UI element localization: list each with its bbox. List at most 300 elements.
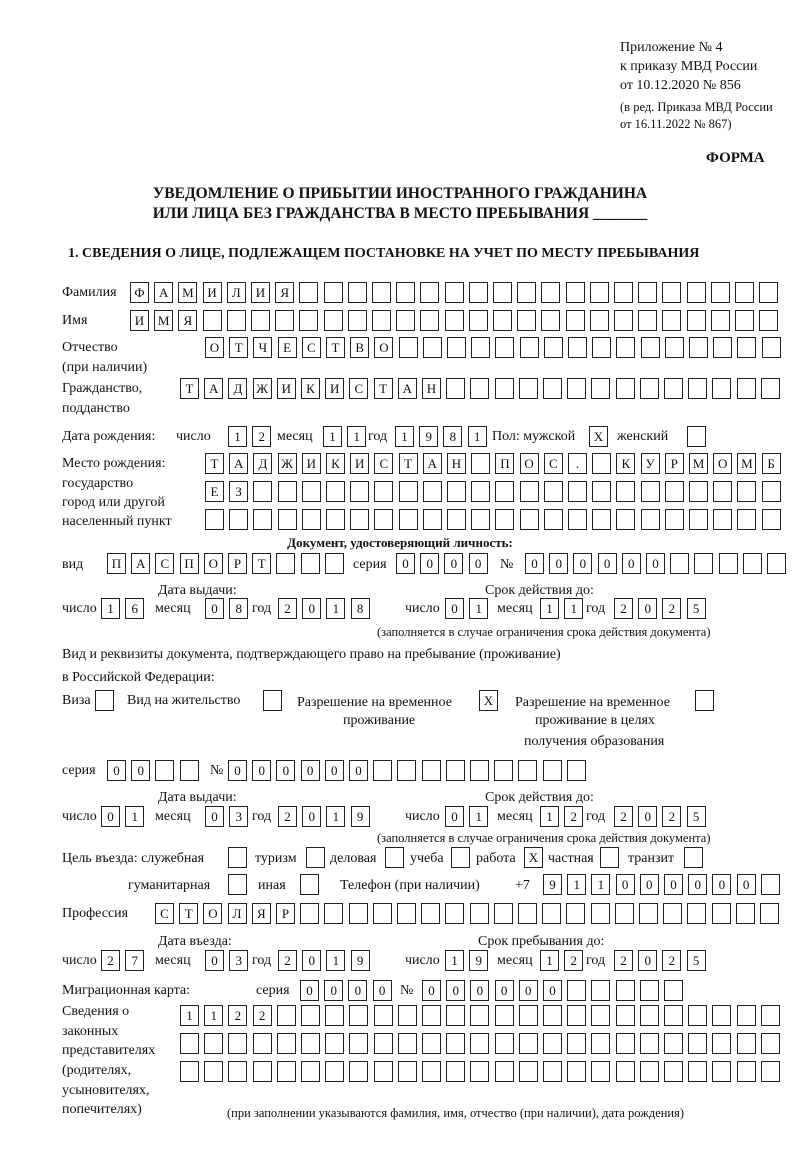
char-cell-mc-number: 0 [470, 980, 489, 1001]
label-entry-date: Дата въезда: [158, 934, 232, 949]
char-cell-name [372, 310, 391, 331]
char-cell-id-kind [325, 553, 344, 574]
label-month: месяц [497, 953, 533, 968]
char-cell-patronymic [471, 337, 490, 358]
char-cell-dob-year: 1 [468, 426, 487, 447]
char-cell-entry-year: 0 [302, 950, 321, 971]
char-cell-reps2 [180, 1033, 199, 1054]
char-cell-reps3 [301, 1061, 320, 1082]
char-cell-id-issue-month: 8 [229, 598, 248, 619]
char-cell-id-number [743, 553, 762, 574]
char-cell-reps2 [688, 1033, 707, 1054]
char-cell-patronymic [665, 337, 684, 358]
char-cell-surname [590, 282, 609, 303]
char-cell-reps3 [761, 1061, 780, 1082]
appendix-line: Приложение № 4 [620, 40, 723, 55]
char-cell-citizenship [519, 378, 538, 399]
char-cell-stay-issue-year: 1 [326, 806, 345, 827]
char-cell-id-kind: А [131, 553, 150, 574]
char-cell-reps3 [277, 1061, 296, 1082]
char-cell-reps3 [180, 1061, 199, 1082]
char-cell-profession [397, 903, 416, 924]
char-cell-citizenship: А [204, 378, 223, 399]
label-day: число [62, 809, 97, 824]
char-cell-entry-month: 3 [229, 950, 248, 971]
char-cell-birthplace3 [495, 509, 514, 530]
char-cell-reps2 [325, 1033, 344, 1054]
label-day: число [62, 601, 97, 616]
char-cell-stay-issue-day: 1 [125, 806, 144, 827]
char-cell-name [227, 310, 246, 331]
char-cell-citizenship: Н [422, 378, 441, 399]
label-legal-reps: представителях [62, 1043, 156, 1058]
char-cell-id-series: 0 [420, 553, 439, 574]
char-cell-patronymic [423, 337, 442, 358]
char-cell-patronymic [641, 337, 660, 358]
char-cell-reps3 [640, 1061, 659, 1082]
label-month: месяц [155, 809, 191, 824]
char-cell-id-valid-day: 0 [445, 598, 464, 619]
char-cell-surname: И [203, 282, 222, 303]
label-temp-res: Разрешение на временное [297, 695, 452, 710]
label-phone: Телефон (при наличии) [340, 878, 480, 893]
char-cell-birthplace3 [520, 509, 539, 530]
char-cell-mc-series: 0 [300, 980, 319, 1001]
char-cell-patronymic [762, 337, 781, 358]
char-cell-patronymic [592, 337, 611, 358]
char-cell-reps3 [688, 1061, 707, 1082]
char-cell-reps2 [567, 1033, 586, 1054]
char-cell-birthplace3 [592, 509, 611, 530]
char-cell-birthplace3 [278, 509, 297, 530]
label-month: месяц [497, 601, 533, 616]
label-tourism: туризм [255, 851, 297, 866]
char-cell-birthplace1: П [495, 453, 514, 474]
char-cell-id-series: 0 [469, 553, 488, 574]
label-birthplace: населенный пункт [62, 514, 172, 529]
char-cell-profession [445, 903, 464, 924]
char-cell-entry-year: 2 [278, 950, 297, 971]
char-cell-id-kind [301, 553, 320, 574]
char-cell-birthplace3 [641, 509, 660, 530]
label-profession: Профессия [62, 906, 129, 921]
char-cell-birthplace3 [544, 509, 563, 530]
char-cell-name: И [130, 310, 149, 331]
char-cell-stay-issue-month: 0 [205, 806, 224, 827]
char-cell-stay-series [180, 760, 199, 781]
char-cell-birthplace2 [737, 481, 756, 502]
label-patronymic: Отчество [62, 340, 118, 355]
char-cell-citizenship [761, 378, 780, 399]
char-cell-id-valid-year: 2 [662, 598, 681, 619]
char-cell-reps2 [591, 1033, 610, 1054]
char-cell-birthplace3 [568, 509, 587, 530]
char-cell-citizenship [664, 378, 683, 399]
label-legal-reps: Сведения о [62, 1004, 130, 1019]
char-cell-patronymic [520, 337, 539, 358]
label-issue-date: Дата выдачи: [158, 790, 237, 805]
char-cell-reps1: 2 [228, 1005, 247, 1026]
char-cell-patronymic [689, 337, 708, 358]
char-cell-birthplace3 [737, 509, 756, 530]
char-cell-birthplace1 [592, 453, 611, 474]
label-surname: Фамилия [62, 285, 117, 300]
char-cell-profession: О [203, 903, 222, 924]
char-cell-birthplace2 [399, 481, 418, 502]
char-cell-dob-day: 1 [228, 426, 247, 447]
char-cell-birthplace2 [278, 481, 297, 502]
char-cell-birthplace3 [762, 509, 781, 530]
char-cell-birthplace2 [350, 481, 369, 502]
char-cell-surname: Я [275, 282, 294, 303]
document-title: ИЛИ ЛИЦА БЕЗ ГРАЖДАНСТВА В МЕСТО ПРЕБЫВАНИЯ _______ [152, 205, 648, 222]
char-cell-phone: 0 [664, 874, 683, 895]
char-cell-birthplace1: А [423, 453, 442, 474]
char-cell-name [662, 310, 681, 331]
char-cell-id-issue-day: 1 [101, 598, 120, 619]
char-cell-reps2 [712, 1033, 731, 1054]
char-cell-stay-valid-year: 0 [638, 806, 657, 827]
char-cell-reps3 [398, 1061, 417, 1082]
char-cell-id-number: 0 [549, 553, 568, 574]
char-cell-stay-series [155, 760, 174, 781]
char-cell-patronymic [737, 337, 756, 358]
char-cell-citizenship [470, 378, 489, 399]
label-valid-until: Срок действия до: [485, 583, 594, 598]
char-cell-reps2 [519, 1033, 538, 1054]
char-cell-mc-series: 0 [373, 980, 392, 1001]
label-birthplace: город или другой [62, 495, 165, 510]
char-cell-birthplace3 [616, 509, 635, 530]
char-cell-reps3 [737, 1061, 756, 1082]
char-cell-birthplace3 [302, 509, 321, 530]
char-cell-until-month: 2 [564, 950, 583, 971]
char-cell-surname [735, 282, 754, 303]
char-cell-reps2 [446, 1033, 465, 1054]
label-year: год [586, 953, 606, 968]
char-cell-profession [324, 903, 343, 924]
char-cell-patronymic: С [302, 337, 321, 358]
checkbox-temp-res-edu [695, 690, 714, 711]
char-cell-birthplace1: О [713, 453, 732, 474]
char-cell-reps3 [204, 1061, 223, 1082]
char-cell-stay-number [567, 760, 586, 781]
checkbox-p-transit [684, 847, 703, 868]
label-legal-reps: попечителях) [62, 1102, 142, 1117]
char-cell-id-valid-month: 1 [540, 598, 559, 619]
char-cell-birthplace2 [592, 481, 611, 502]
char-cell-reps3 [349, 1061, 368, 1082]
label-work: работа [476, 851, 516, 866]
checkbox-p-other [300, 874, 319, 895]
label-patronymic-note: (при наличии) [62, 360, 148, 375]
label-legal-reps: (родителях, [62, 1063, 132, 1078]
char-cell-id-issue-year: 0 [302, 598, 321, 619]
char-cell-stay-number [494, 760, 513, 781]
char-cell-stay-number: 0 [228, 760, 247, 781]
char-cell-reps3 [567, 1061, 586, 1082]
label-private: частная [548, 851, 594, 866]
char-cell-name [517, 310, 536, 331]
char-cell-surname [372, 282, 391, 303]
char-cell-phone: 0 [616, 874, 635, 895]
char-cell-reps1 [349, 1005, 368, 1026]
char-cell-mc-series: 0 [324, 980, 343, 1001]
char-cell-profession [421, 903, 440, 924]
char-cell-surname: Л [227, 282, 246, 303]
char-cell-id-kind: П [180, 553, 199, 574]
label-stay-doc: в Российской Федерации: [62, 670, 215, 685]
char-cell-surname [493, 282, 512, 303]
char-cell-stay-number: 0 [276, 760, 295, 781]
char-cell-patronymic [399, 337, 418, 358]
char-cell-name [711, 310, 730, 331]
char-cell-name [203, 310, 222, 331]
char-cell-surname: А [154, 282, 173, 303]
char-cell-reps2 [543, 1033, 562, 1054]
char-cell-reps1: 1 [204, 1005, 223, 1026]
char-cell-birthplace2 [568, 481, 587, 502]
char-cell-name [566, 310, 585, 331]
char-cell-birthplace1: Т [205, 453, 224, 474]
char-cell-reps1: 2 [253, 1005, 272, 1026]
char-cell-stay-valid-year: 2 [662, 806, 681, 827]
label-valid-until: Срок действия до: [485, 790, 594, 805]
char-cell-reps1 [374, 1005, 393, 1026]
char-cell-surname [324, 282, 343, 303]
char-cell-birthplace1 [471, 453, 490, 474]
char-cell-stay-number [446, 760, 465, 781]
char-cell-surname [517, 282, 536, 303]
char-cell-citizenship [446, 378, 465, 399]
char-cell-reps2 [737, 1033, 756, 1054]
char-cell-mc-number: 0 [519, 980, 538, 1001]
char-cell-citizenship [616, 378, 635, 399]
label-dob: Дата рождения: [62, 429, 156, 444]
char-cell-profession [518, 903, 537, 924]
char-cell-until-year: 2 [614, 950, 633, 971]
char-cell-id-kind [276, 553, 295, 574]
label-citizenship: Гражданство, [62, 381, 143, 396]
label-birthplace: государство [62, 476, 134, 491]
char-cell-profession [470, 903, 489, 924]
char-cell-patronymic [713, 337, 732, 358]
char-cell-citizenship [712, 378, 731, 399]
char-cell-mc-series: 0 [348, 980, 367, 1001]
char-cell-birthplace1: . [568, 453, 587, 474]
char-cell-reps1 [640, 1005, 659, 1026]
char-cell-dob-month: 1 [347, 426, 366, 447]
char-cell-reps2 [398, 1033, 417, 1054]
id-doc-heading: Документ, удостоверяющий личность: [287, 535, 513, 550]
char-cell-id-kind: Т [252, 553, 271, 574]
char-cell-name [324, 310, 343, 331]
char-cell-stay-number [373, 760, 392, 781]
label-day: число [405, 809, 440, 824]
char-cell-birthplace2 [495, 481, 514, 502]
label-month: месяц [155, 953, 191, 968]
char-cell-reps1 [325, 1005, 344, 1026]
label-day: число [405, 953, 440, 968]
char-cell-citizenship [640, 378, 659, 399]
char-cell-reps1 [712, 1005, 731, 1026]
checkbox-p-work: X [524, 847, 543, 868]
char-cell-reps2 [253, 1033, 272, 1054]
char-cell-birthplace1: М [737, 453, 756, 474]
char-cell-citizenship [567, 378, 586, 399]
char-cell-citizenship: И [277, 378, 296, 399]
checkbox-p-official [228, 847, 247, 868]
char-cell-stay-valid-day: 1 [469, 806, 488, 827]
char-cell-reps3 [374, 1061, 393, 1082]
char-cell-id-valid-year: 0 [638, 598, 657, 619]
checkbox-residence [263, 690, 282, 711]
char-cell-birthplace2 [616, 481, 635, 502]
char-cell-birthplace2 [447, 481, 466, 502]
char-cell-citizenship [688, 378, 707, 399]
label-female: женский [617, 429, 669, 444]
char-cell-profession [687, 903, 706, 924]
char-cell-id-series: 0 [444, 553, 463, 574]
char-cell-birthplace1: И [302, 453, 321, 474]
char-cell-patronymic [568, 337, 587, 358]
char-cell-reps3 [519, 1061, 538, 1082]
char-cell-profession: С [155, 903, 174, 924]
char-cell-mc-number [664, 980, 683, 1001]
char-cell-patronymic [447, 337, 466, 358]
char-cell-birthplace2 [544, 481, 563, 502]
char-cell-patronymic: О [374, 337, 393, 358]
char-cell-birthplace2 [253, 481, 272, 502]
char-cell-name [687, 310, 706, 331]
char-cell-name: Я [178, 310, 197, 331]
revision-line: (в ред. Приказа МВД России [620, 100, 773, 114]
char-cell-phone: 0 [712, 874, 731, 895]
char-cell-birthplace3 [253, 509, 272, 530]
checkbox-p-tourism [306, 847, 325, 868]
char-cell-dob-year: 8 [443, 426, 462, 447]
char-cell-phone [761, 874, 780, 895]
char-cell-citizenship [543, 378, 562, 399]
char-cell-reps2 [640, 1033, 659, 1054]
char-cell-profession [349, 903, 368, 924]
char-cell-birthplace2 [665, 481, 684, 502]
char-cell-citizenship: Ж [253, 378, 272, 399]
char-cell-birthplace1: С [544, 453, 563, 474]
char-cell-citizenship [591, 378, 610, 399]
char-cell-birthplace3 [423, 509, 442, 530]
label-series: серия [353, 557, 387, 572]
checkbox-visa [95, 690, 114, 711]
char-cell-reps2 [374, 1033, 393, 1054]
char-cell-birthplace1: У [641, 453, 660, 474]
char-cell-stay-valid-month: 1 [540, 806, 559, 827]
label-migration-card: Миграционная карта: [62, 983, 191, 998]
char-cell-entry-day: 7 [125, 950, 144, 971]
char-cell-stay-issue-day: 0 [101, 806, 120, 827]
label-temp-res-edu: Разрешение на временное [515, 695, 670, 710]
char-cell-birthplace3 [399, 509, 418, 530]
char-cell-phone: 0 [640, 874, 659, 895]
char-cell-stay-number [518, 760, 537, 781]
char-cell-id-kind: С [155, 553, 174, 574]
label-legal-reps: законных [62, 1024, 119, 1039]
char-cell-reps1 [591, 1005, 610, 1026]
label-other: иная [258, 878, 286, 893]
char-cell-dob-year: 9 [419, 426, 438, 447]
char-cell-mc-number: 0 [446, 980, 465, 1001]
char-cell-id-number: 0 [598, 553, 617, 574]
char-cell-entry-month: 0 [205, 950, 224, 971]
label-temp-res: проживание [343, 713, 416, 728]
label-name: Имя [62, 313, 88, 328]
char-cell-patronymic: Т [229, 337, 248, 358]
char-cell-stay-valid-year: 2 [614, 806, 633, 827]
char-cell-id-kind: О [204, 553, 223, 574]
char-cell-reps1 [301, 1005, 320, 1026]
char-cell-name [275, 310, 294, 331]
char-cell-reps2 [228, 1033, 247, 1054]
char-cell-reps1: 1 [180, 1005, 199, 1026]
char-cell-until-year: 0 [638, 950, 657, 971]
label-month: месяц [277, 429, 313, 444]
char-cell-reps3 [446, 1061, 465, 1082]
char-cell-phone: 0 [737, 874, 756, 895]
char-cell-until-day: 1 [445, 950, 464, 971]
label-series: серия [62, 763, 96, 778]
char-cell-reps3 [325, 1061, 344, 1082]
char-cell-birthplace1: Т [399, 453, 418, 474]
section-heading: 1. СВЕДЕНИЯ О ЛИЦЕ, ПОДЛЕЖАЩЕМ ПОСТАНОВКЕ НА УЧЕТ ПО МЕСТУ ПРЕБЫВАНИЯ [68, 246, 700, 261]
char-cell-name [493, 310, 512, 331]
char-cell-birthplace3 [229, 509, 248, 530]
label-number: № [500, 557, 514, 572]
char-cell-birthplace1: Р [665, 453, 684, 474]
char-cell-patronymic: Е [278, 337, 297, 358]
char-cell-entry-year: 1 [326, 950, 345, 971]
char-cell-birthplace3 [713, 509, 732, 530]
label-citizenship: подданство [62, 401, 130, 416]
char-cell-birthplace1: С [374, 453, 393, 474]
char-cell-reps2 [664, 1033, 683, 1054]
label-kind: вид [62, 557, 84, 572]
char-cell-name [614, 310, 633, 331]
char-cell-id-number: 0 [646, 553, 665, 574]
char-cell-birthplace3 [326, 509, 345, 530]
label-year: год [252, 809, 272, 824]
char-cell-stay-series: 0 [131, 760, 150, 781]
char-cell-citizenship: С [349, 378, 368, 399]
char-cell-id-valid-year: 2 [614, 598, 633, 619]
char-cell-birthplace3 [689, 509, 708, 530]
form-label: ФОРМА [706, 150, 765, 166]
checkbox-temp-res: X [479, 690, 498, 711]
label-year: год [586, 809, 606, 824]
label-purpose: Цель въезда: служебная [62, 851, 205, 866]
char-cell-mc-number [616, 980, 635, 1001]
char-cell-id-number: 0 [622, 553, 641, 574]
char-cell-citizenship: Д [228, 378, 247, 399]
label-stay-until: Срок пребывания до: [478, 934, 605, 949]
char-cell-surname [299, 282, 318, 303]
char-cell-stay-issue-year: 2 [278, 806, 297, 827]
label-temp-res-edu: проживание в целях [535, 713, 655, 728]
char-cell-name [348, 310, 367, 331]
char-cell-reps1 [422, 1005, 441, 1026]
char-cell-reps1 [616, 1005, 635, 1026]
char-cell-mc-number [591, 980, 610, 1001]
char-cell-profession [639, 903, 658, 924]
